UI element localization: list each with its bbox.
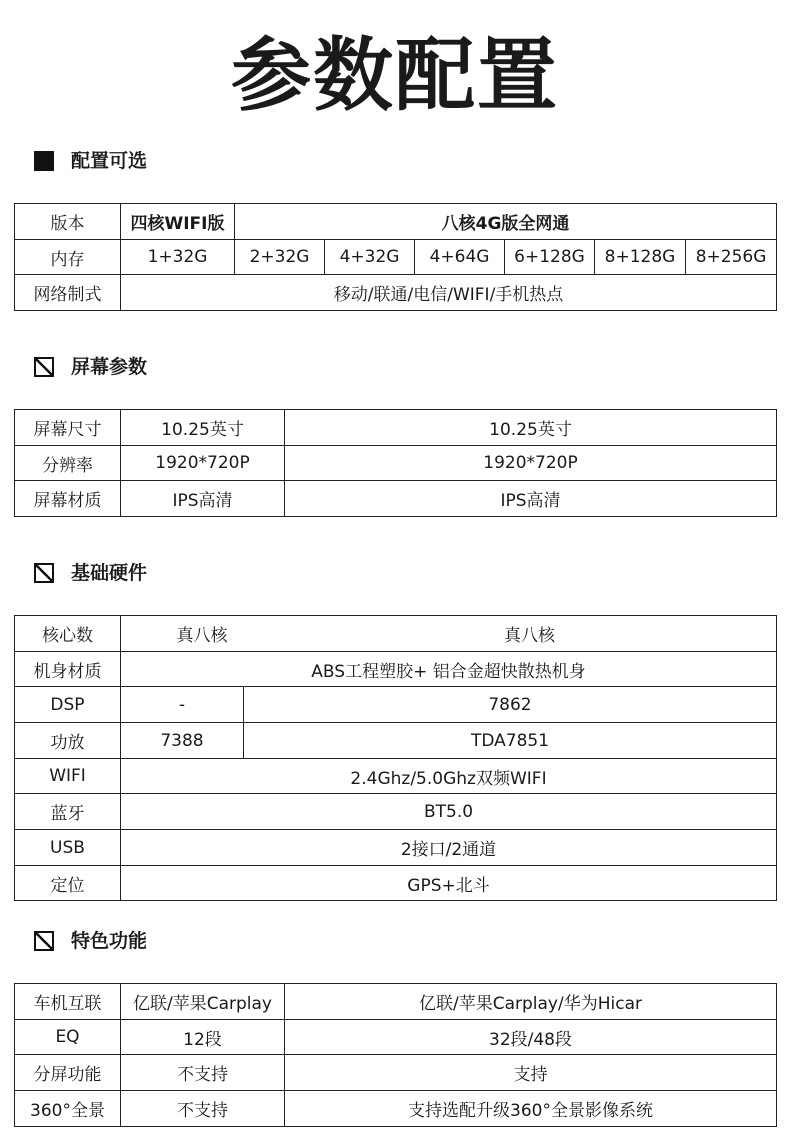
version-octa-core-4g: 八核4G版全网通: [235, 204, 777, 240]
memory-option: 4+32G: [325, 240, 415, 275]
screen-table: [14, 409, 777, 517]
table-row: [15, 275, 777, 311]
split-screen-b: 支持: [285, 1055, 777, 1091]
features-table: [14, 983, 777, 1127]
row-label-360-view: 360°全景: [15, 1091, 121, 1127]
section-header-hardware: [34, 562, 147, 584]
view-360-a: 不支持: [121, 1091, 285, 1127]
car-link-a: 亿联/苹果Carplay: [121, 984, 285, 1020]
table-row: [15, 616, 777, 652]
row-label-dsp: DSP: [15, 687, 121, 723]
screen-size-b: 10.25英寸: [285, 410, 777, 446]
row-label-network: 网络制式: [15, 275, 121, 311]
section-header-features: [34, 930, 147, 952]
section-header-screen: [34, 356, 147, 378]
row-label-screen-material: 屏幕材质: [15, 481, 121, 517]
row-label-amplifier: 功放: [15, 723, 121, 759]
hardware-table: [14, 615, 777, 901]
row-label-eq: EQ: [15, 1020, 121, 1055]
table-row: [15, 1091, 777, 1127]
row-label-resolution: 分辨率: [15, 446, 121, 481]
split-screen-a: 不支持: [121, 1055, 285, 1091]
cores-a: 真八核: [176, 626, 228, 646]
location-value: GPS+北斗: [121, 866, 777, 901]
car-link-b: 亿联/苹果Carplay/华为Hicar: [285, 984, 777, 1020]
section-label-features: 特色功能: [71, 930, 148, 952]
dsp-a: -: [121, 687, 244, 723]
table-row: [15, 1055, 777, 1091]
screen-material-a: IPS高清: [121, 481, 285, 517]
cores-cell: [121, 616, 777, 652]
row-label-screen-size: 屏幕尺寸: [15, 410, 121, 446]
amplifier-a: 7388: [121, 723, 244, 759]
wifi-value: 2.4Ghz/5.0Ghz双频WIFI: [121, 759, 777, 794]
row-label-bluetooth: 蓝牙: [15, 794, 121, 830]
row-label-car-link: 车机互联: [15, 984, 121, 1020]
version-quad-core-wifi: 四核WIFI版: [121, 204, 235, 240]
slashed-square-icon: [34, 563, 54, 583]
table-row: [15, 652, 777, 687]
row-label-cores: 核心数: [15, 616, 121, 652]
dsp-b: 7862: [244, 687, 777, 723]
eq-a: 12段: [121, 1020, 285, 1055]
bluetooth-value: BT5.0: [121, 794, 777, 830]
row-label-split-screen: 分屏功能: [15, 1055, 121, 1091]
resolution-a: 1920*720P: [121, 446, 285, 481]
screen-material-b: IPS高清: [285, 481, 777, 517]
row-label-version: 版本: [15, 204, 121, 240]
section-label-hardware: 基础硬件: [71, 562, 148, 584]
table-row: [15, 240, 777, 275]
table-row: [15, 759, 777, 794]
network-value: 移动/联通/电信/WIFI/手机热点: [121, 275, 777, 311]
section-header-config: [34, 150, 147, 172]
slashed-square-icon: [34, 357, 54, 377]
table-row: [15, 984, 777, 1020]
row-label-memory: 内存: [15, 240, 121, 275]
slashed-square-icon: [34, 931, 54, 951]
amplifier-b: TDA7851: [244, 723, 777, 759]
table-row: [15, 446, 777, 481]
row-label-location: 定位: [15, 866, 121, 901]
table-row: [15, 866, 777, 901]
table-row: [15, 830, 777, 866]
table-row: [15, 410, 777, 446]
eq-b: 32段/48段: [285, 1020, 777, 1055]
resolution-b: 1920*720P: [285, 446, 777, 481]
memory-option: 4+64G: [415, 240, 505, 275]
body-material-value: ABS工程塑胶+ 铝合金超快散热机身: [121, 652, 777, 687]
cores-b: 真八核: [504, 626, 555, 646]
table-row: [15, 687, 777, 723]
table-row: [15, 794, 777, 830]
page-title: 参数配置: [231, 29, 559, 122]
table-row: [15, 481, 777, 517]
table-row: [15, 723, 777, 759]
row-label-usb: USB: [15, 830, 121, 866]
row-label-wifi: WIFI: [15, 759, 121, 794]
config-table: [14, 203, 777, 311]
table-row: [15, 1020, 777, 1055]
usb-value: 2接口/2通道: [121, 830, 777, 866]
memory-option: 2+32G: [235, 240, 325, 275]
filled-square-icon: [34, 151, 54, 171]
table-row: [15, 204, 777, 240]
screen-size-a: 10.25英寸: [121, 410, 285, 446]
section-label-screen: 屏幕参数: [71, 356, 148, 378]
memory-option: 8+128G: [595, 240, 686, 275]
memory-option: 1+32G: [121, 240, 235, 275]
section-label-config: 配置可选: [71, 150, 148, 172]
memory-option: 8+256G: [686, 240, 777, 275]
memory-option: 6+128G: [505, 240, 595, 275]
view-360-b: 支持选配升级360°全景影像系统: [285, 1091, 777, 1127]
row-label-body-material: 机身材质: [15, 652, 121, 687]
